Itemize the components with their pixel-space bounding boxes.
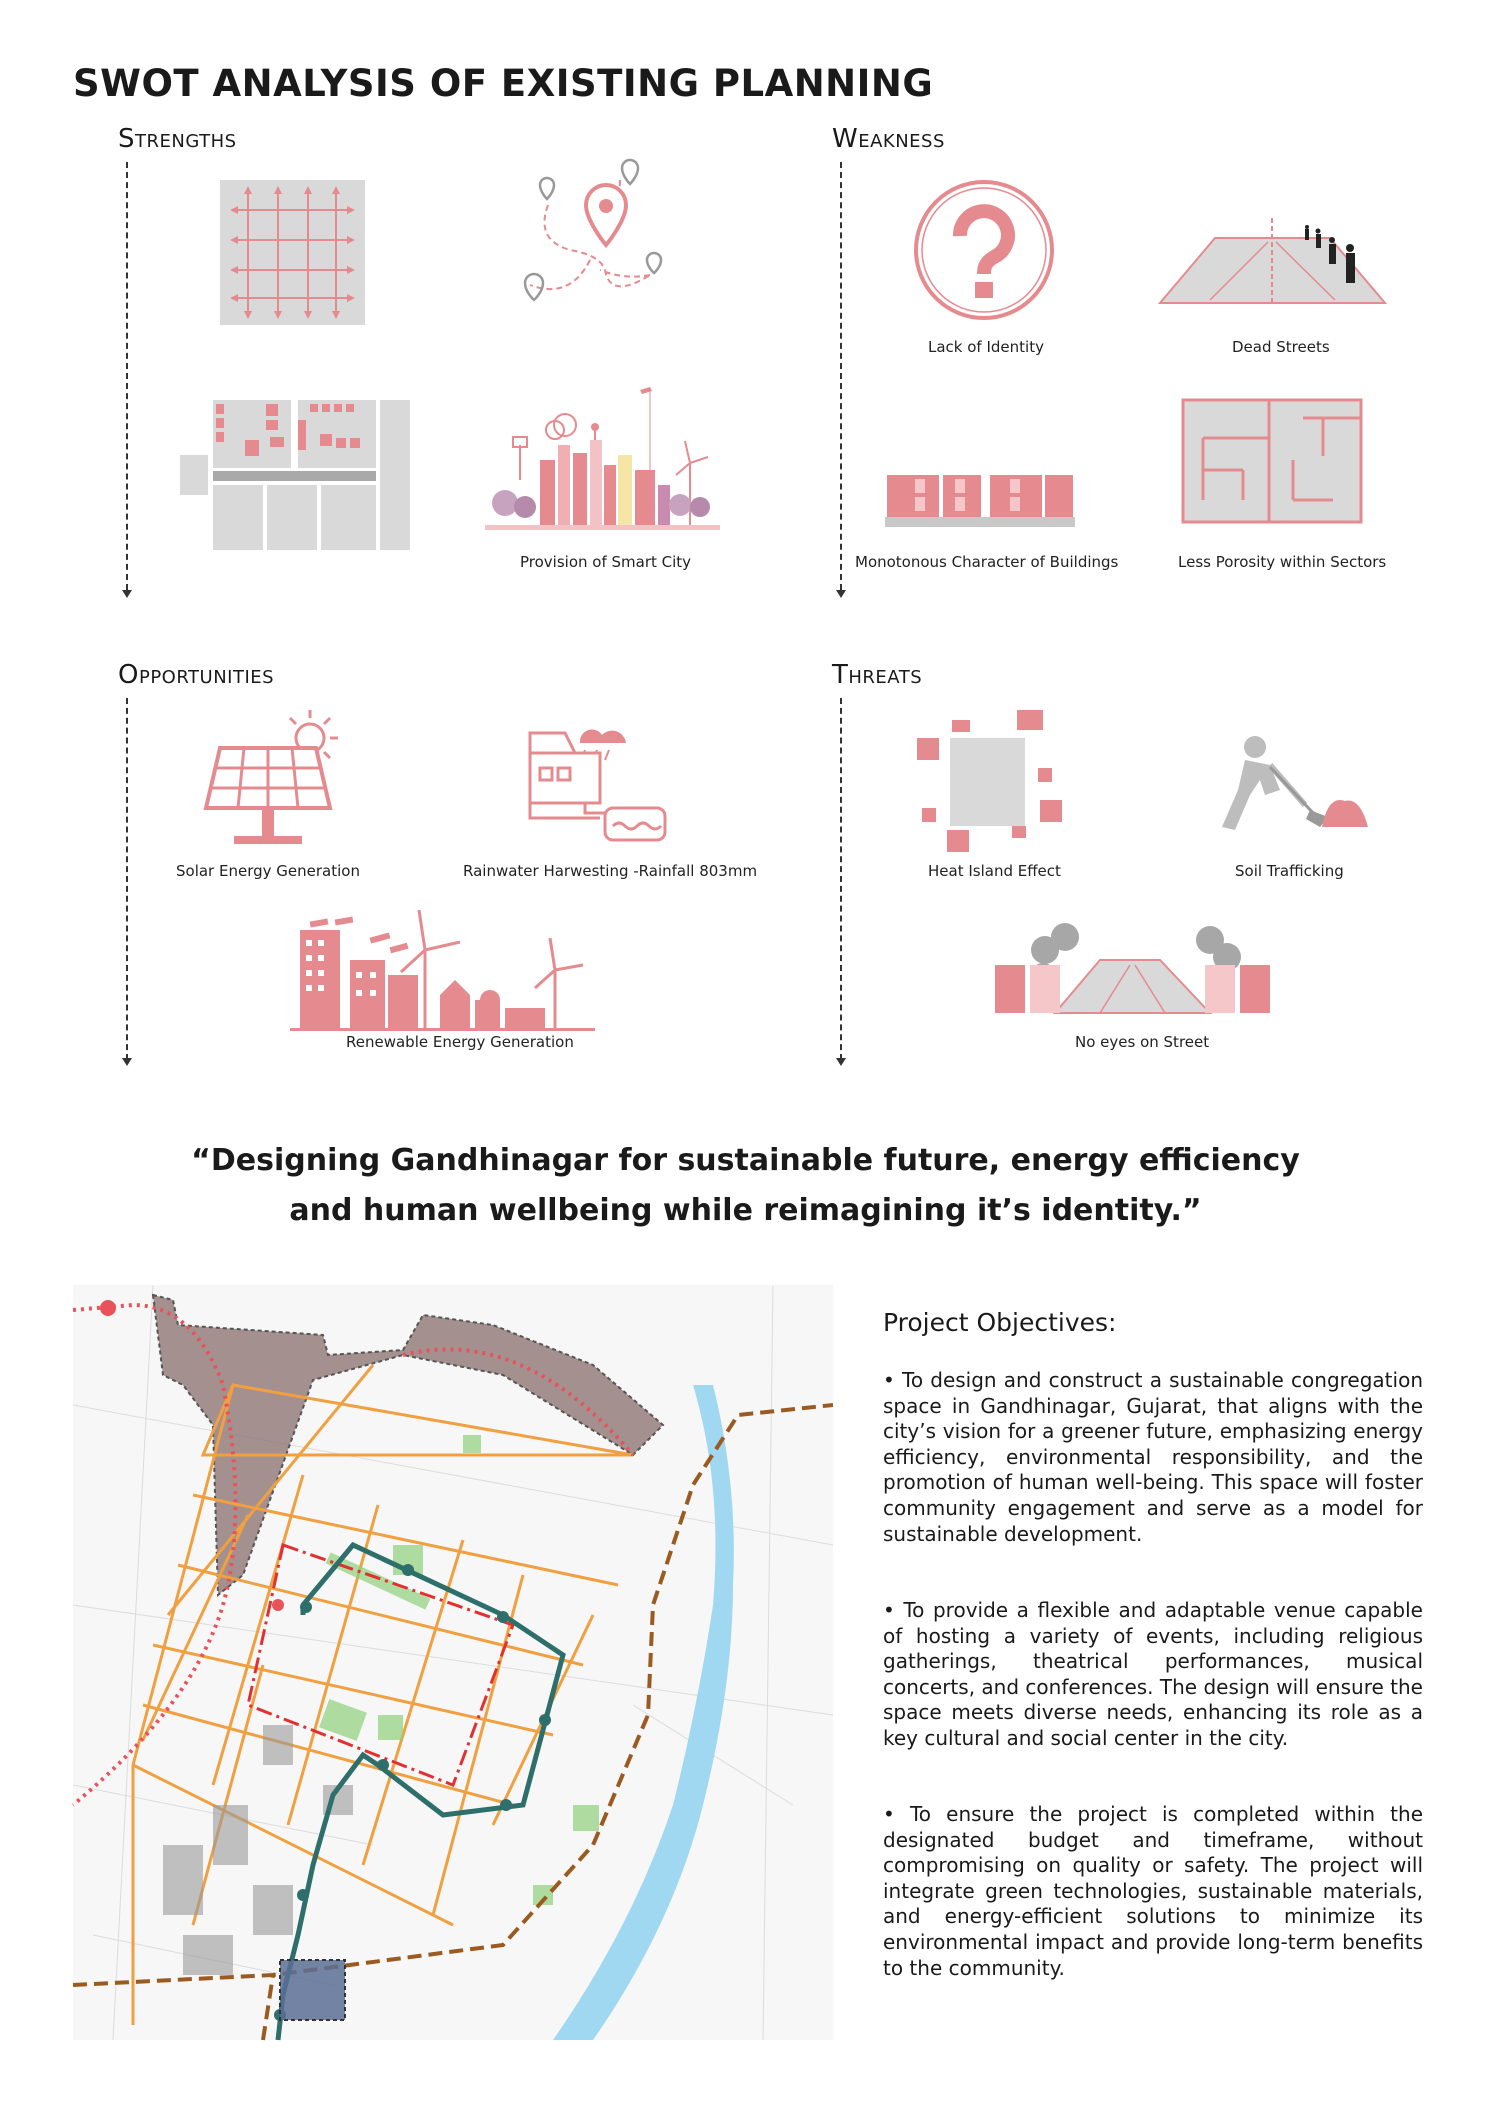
caption-soil-trafficking: Soil Trafficking <box>1235 862 1344 880</box>
smart-city-icon <box>485 385 720 545</box>
opportunities-arrow <box>122 1058 132 1066</box>
weakness-heading: Weakness <box>832 124 945 154</box>
dead-streets-icon <box>1160 218 1385 308</box>
question-mark-icon <box>912 178 1057 323</box>
location-pins-icon <box>530 160 670 310</box>
vision-quote <box>0 1136 1491 1236</box>
caption-solar-energy: Solar Energy Generation <box>176 862 360 880</box>
gandhinagar-city-map <box>73 1285 833 2040</box>
renewable-energy-icon <box>290 900 595 1030</box>
strengths-divider <box>126 162 128 590</box>
quote-line-2: and human wellbeing while reimagining it’s identity.” <box>289 1193 1202 1228</box>
porosity-plan-icon <box>1183 400 1361 522</box>
caption-renewable-energy: Renewable Energy Generation <box>346 1033 574 1051</box>
block-plan-icon <box>180 400 410 550</box>
no-eyes-on-street-icon <box>995 905 1265 1015</box>
soil-trafficking-icon <box>1210 735 1370 835</box>
threats-heading: Threats <box>832 660 923 690</box>
opportunities-divider <box>126 698 128 1060</box>
grid-plan-icon <box>220 180 365 325</box>
strengths-arrow <box>122 590 132 598</box>
threats-arrow <box>836 1058 846 1066</box>
objectives-heading: Project Objectives: <box>883 1308 1117 1337</box>
caption-dead-streets: Dead Streets <box>1232 338 1330 356</box>
caption-monotonous-buildings: Monotonous Character of Buildings <box>855 553 1119 571</box>
page-title: SWOT ANALYSIS OF EXISTING PLANNING <box>73 62 934 105</box>
weakness-divider <box>840 162 842 590</box>
caption-smart-city: Provision of Smart City <box>520 553 692 571</box>
caption-heat-island: Heat Island Effect <box>928 862 1061 880</box>
heat-island-icon <box>912 708 1062 858</box>
caption-lack-of-identity: Lack of Identity <box>928 338 1044 356</box>
weakness-arrow <box>836 590 846 598</box>
rainwater-harvesting-icon <box>525 708 675 853</box>
monotonous-buildings-icon <box>885 475 1075 530</box>
objective-item: • To design and construct a sustainable congregation space in Gandhinagar, Gujarat, that aligns with the city’s vision for a greener future, emphasizing energy efficiency, environmental responsibility, and the promotion of human well-being. This space will foster community engagement and serve as a model for sustainable development. <box>883 1368 1423 1546</box>
caption-rainwater-harvesting: Rainwater Harwesting -Rainfall 803mm <box>463 862 758 880</box>
objective-item: • To provide a flexible and adaptable venue capable of hosting a variety of events, including religious gatherings, theatrical performances, musical concerts, and conferences. The design will ensure the space meets diverse needs, enhancing its role as a key cultural and social center in the city. <box>883 1598 1423 1750</box>
caption-less-porosity: Less Porosity within Sectors <box>1178 553 1387 571</box>
caption-no-eyes-on-street: No eyes on Street <box>1075 1033 1210 1051</box>
opportunities-heading: Opportunities <box>118 660 275 690</box>
objective-item: • To ensure the project is completed within the designated budget and timeframe, without compromising on quality or safety. The project will integrate green technologies, sustainable materials, and energy-efficient solutions to minimize its environmental impact and provide long-term benefits to the community. <box>883 1802 1423 1980</box>
solar-panel-icon <box>198 708 348 853</box>
quote-line-1: “Designing Gandhinagar for sustainable future, energy efficiency <box>191 1143 1300 1178</box>
strengths-heading: Strengths <box>118 124 237 154</box>
threats-divider <box>840 698 842 1060</box>
